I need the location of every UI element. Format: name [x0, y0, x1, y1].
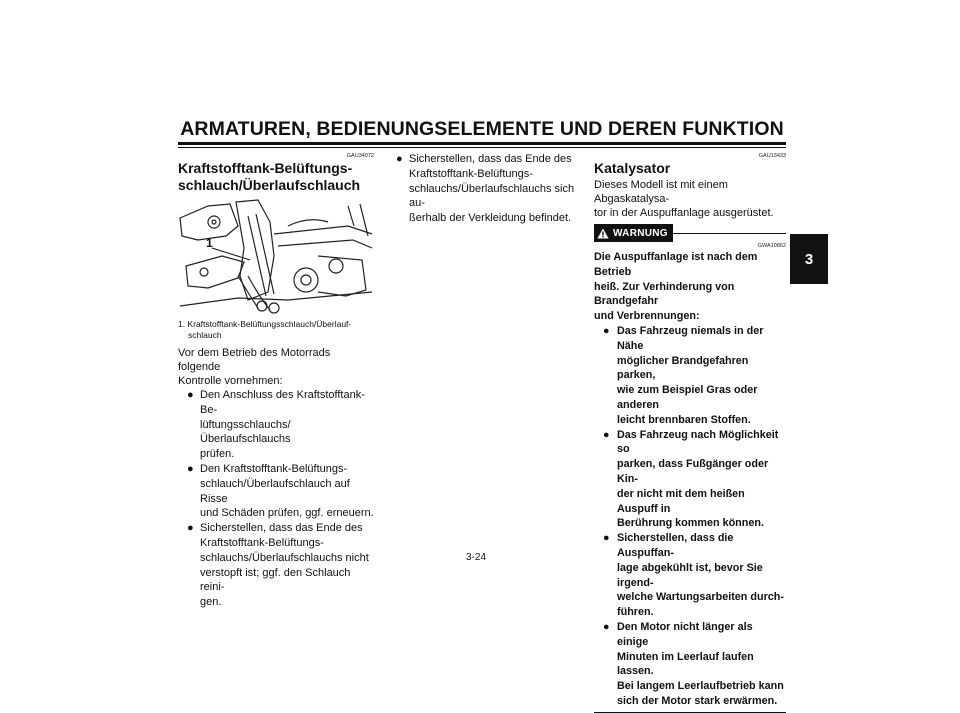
- warning-list-item: [603, 531, 786, 620]
- list-item-line: schlauch/Überlaufschlauch auf Risse: [200, 477, 350, 505]
- section-code: GAU13433: [758, 153, 786, 159]
- warning-line: und Verbrennungen:: [594, 310, 700, 323]
- warning-label: WARNUNG: [613, 227, 668, 239]
- warning-list-item: [603, 324, 786, 428]
- bullet-icon: ●: [603, 324, 610, 337]
- column-continued-list: [387, 150, 581, 226]
- warning-triangle-icon: [597, 228, 609, 239]
- warning-line: Das Fahrzeug nach Möglichkeit so: [617, 428, 779, 456]
- bullet-icon: ●: [187, 462, 194, 475]
- warning-line: Berührung kommen können.: [617, 517, 764, 530]
- list-item-line: Kraftstofftank-Belüftungs-: [200, 536, 324, 549]
- list-item-line: ßerhalb der Verkleidung befindet.: [409, 212, 572, 225]
- warning-line: Sicherstellen, dass die Auspuffan-: [617, 532, 734, 559]
- paragraph-line: Kontrolle vornehmen:: [178, 375, 283, 387]
- bullet-icon: ●: [396, 153, 403, 165]
- column-fuel-tank-hose: [178, 150, 374, 610]
- bullet-icon: ●: [603, 428, 610, 441]
- warning-code: GWA10862: [757, 243, 786, 249]
- chapter-tab: 3: [790, 234, 828, 284]
- list-item-line: und Schäden prüfen, ggf. erneuern.: [200, 507, 374, 520]
- column-catalyst: [594, 150, 786, 713]
- caption-line: schlauch: [188, 329, 222, 340]
- warning-line: der nicht mit dem heißen Auspuff in: [617, 487, 745, 515]
- list-item-line: Sicherstellen, dass das Ende des: [200, 522, 363, 535]
- warning-line: Die Auspuffanlage ist nach dem Betrieb: [594, 251, 758, 278]
- section-heading: Katalysator: [594, 160, 671, 176]
- warning-line: Den Motor nicht länger als einige: [617, 620, 753, 648]
- list-item: [187, 521, 374, 610]
- paragraph-line: Dieses Modell ist mit einem Abgaskatalysa-: [594, 179, 728, 205]
- warning-list-item: [603, 428, 786, 532]
- engine-drawing: [178, 196, 374, 316]
- page-header-title: ARMATUREN, BEDIENUNGSELEMENTE UND DEREN FUNKTION: [180, 118, 784, 140]
- section-heading-line: schlauch/Überlaufschlauch: [178, 177, 361, 193]
- list-item: [396, 152, 581, 226]
- figure-callout-number: 1: [206, 236, 213, 250]
- warning-badge: [594, 224, 673, 242]
- header-rule-thick: [178, 142, 786, 145]
- bullet-icon: ●: [187, 522, 194, 535]
- warning-line: lage abgekühlt ist, bevor Sie irgend-: [617, 561, 763, 589]
- figure-caption: [178, 319, 374, 340]
- paragraph-line: tor in der Auspuffanlage ausgerüstet.: [594, 207, 774, 219]
- bullet-icon: ●: [187, 389, 194, 401]
- warning-line: welche Wartungsarbeiten durch-: [617, 591, 784, 604]
- list-item-line: gen.: [200, 596, 222, 609]
- intro-paragraph: [178, 346, 374, 388]
- warning-line: heiß. Zur Verhinderung von Brandgefahr: [594, 280, 735, 308]
- section-heading-line: Kraftstofftank-Belüftungs-: [178, 160, 353, 176]
- list-item-line: schlauchs/Überlaufschlauchs nicht: [200, 551, 369, 564]
- page-number: 3-24: [466, 552, 487, 563]
- motorcycle-hose-illustration: [178, 196, 374, 316]
- warning-line: sich der Motor stark erwärmen.: [617, 694, 778, 707]
- warning-list-item: [603, 620, 786, 709]
- list-item: [187, 462, 374, 521]
- header-rule-thin: [178, 147, 786, 148]
- list-item-line: schlauchs/Überlaufschlauchs sich au-: [409, 182, 575, 210]
- warning-header: [594, 224, 786, 242]
- warning-line: wie zum Beispiel Gras oder anderen: [617, 384, 758, 411]
- warning-line: leicht brennbaren Stoffen.: [617, 413, 751, 426]
- warning-line: parken, dass Fußgänger oder Kin-: [617, 458, 769, 485]
- bullet-icon: ●: [603, 532, 610, 545]
- list-item-line: Sicherstellen, dass das Ende des: [409, 153, 572, 165]
- list-item-line: Kraftstofftank-Belüftungs-: [409, 167, 533, 180]
- intro-paragraph: [594, 178, 786, 220]
- list-item-line: lüftungsschlauchs/Überlaufschlauchs: [200, 418, 291, 446]
- warning-line: Bei langem Leerlaufbetrieb kann: [617, 680, 784, 693]
- list-item-line: verstopft ist; ggf. den Schlauch reini-: [200, 566, 351, 594]
- list-item: [187, 388, 374, 462]
- warning-intro: [594, 250, 786, 324]
- bullet-icon: ●: [603, 620, 610, 633]
- list-item-line: prüfen.: [200, 448, 235, 461]
- warning-line: führen.: [617, 606, 654, 619]
- paragraph-line: Vor dem Betrieb des Motorrads folgende: [178, 347, 331, 373]
- warning-line: Minuten im Leerlauf laufen lassen.: [617, 650, 754, 678]
- list-item-line: Den Anschluss des Kraftstofftank-Be-: [200, 389, 365, 416]
- caption-line: 1. Kraftstofftank-Belüftungsschlauch/Überlauf-: [178, 319, 352, 329]
- section-heading: [178, 160, 374, 194]
- warning-rule: [673, 233, 786, 234]
- warning-line: Das Fahrzeug niemals in der Nähe: [617, 324, 764, 352]
- list-item-line: Den Kraftstofftank-Belüftungs-: [200, 462, 348, 475]
- section-code: GAU34072: [346, 153, 374, 159]
- warning-line: möglicher Brandgefahren parken,: [617, 354, 749, 382]
